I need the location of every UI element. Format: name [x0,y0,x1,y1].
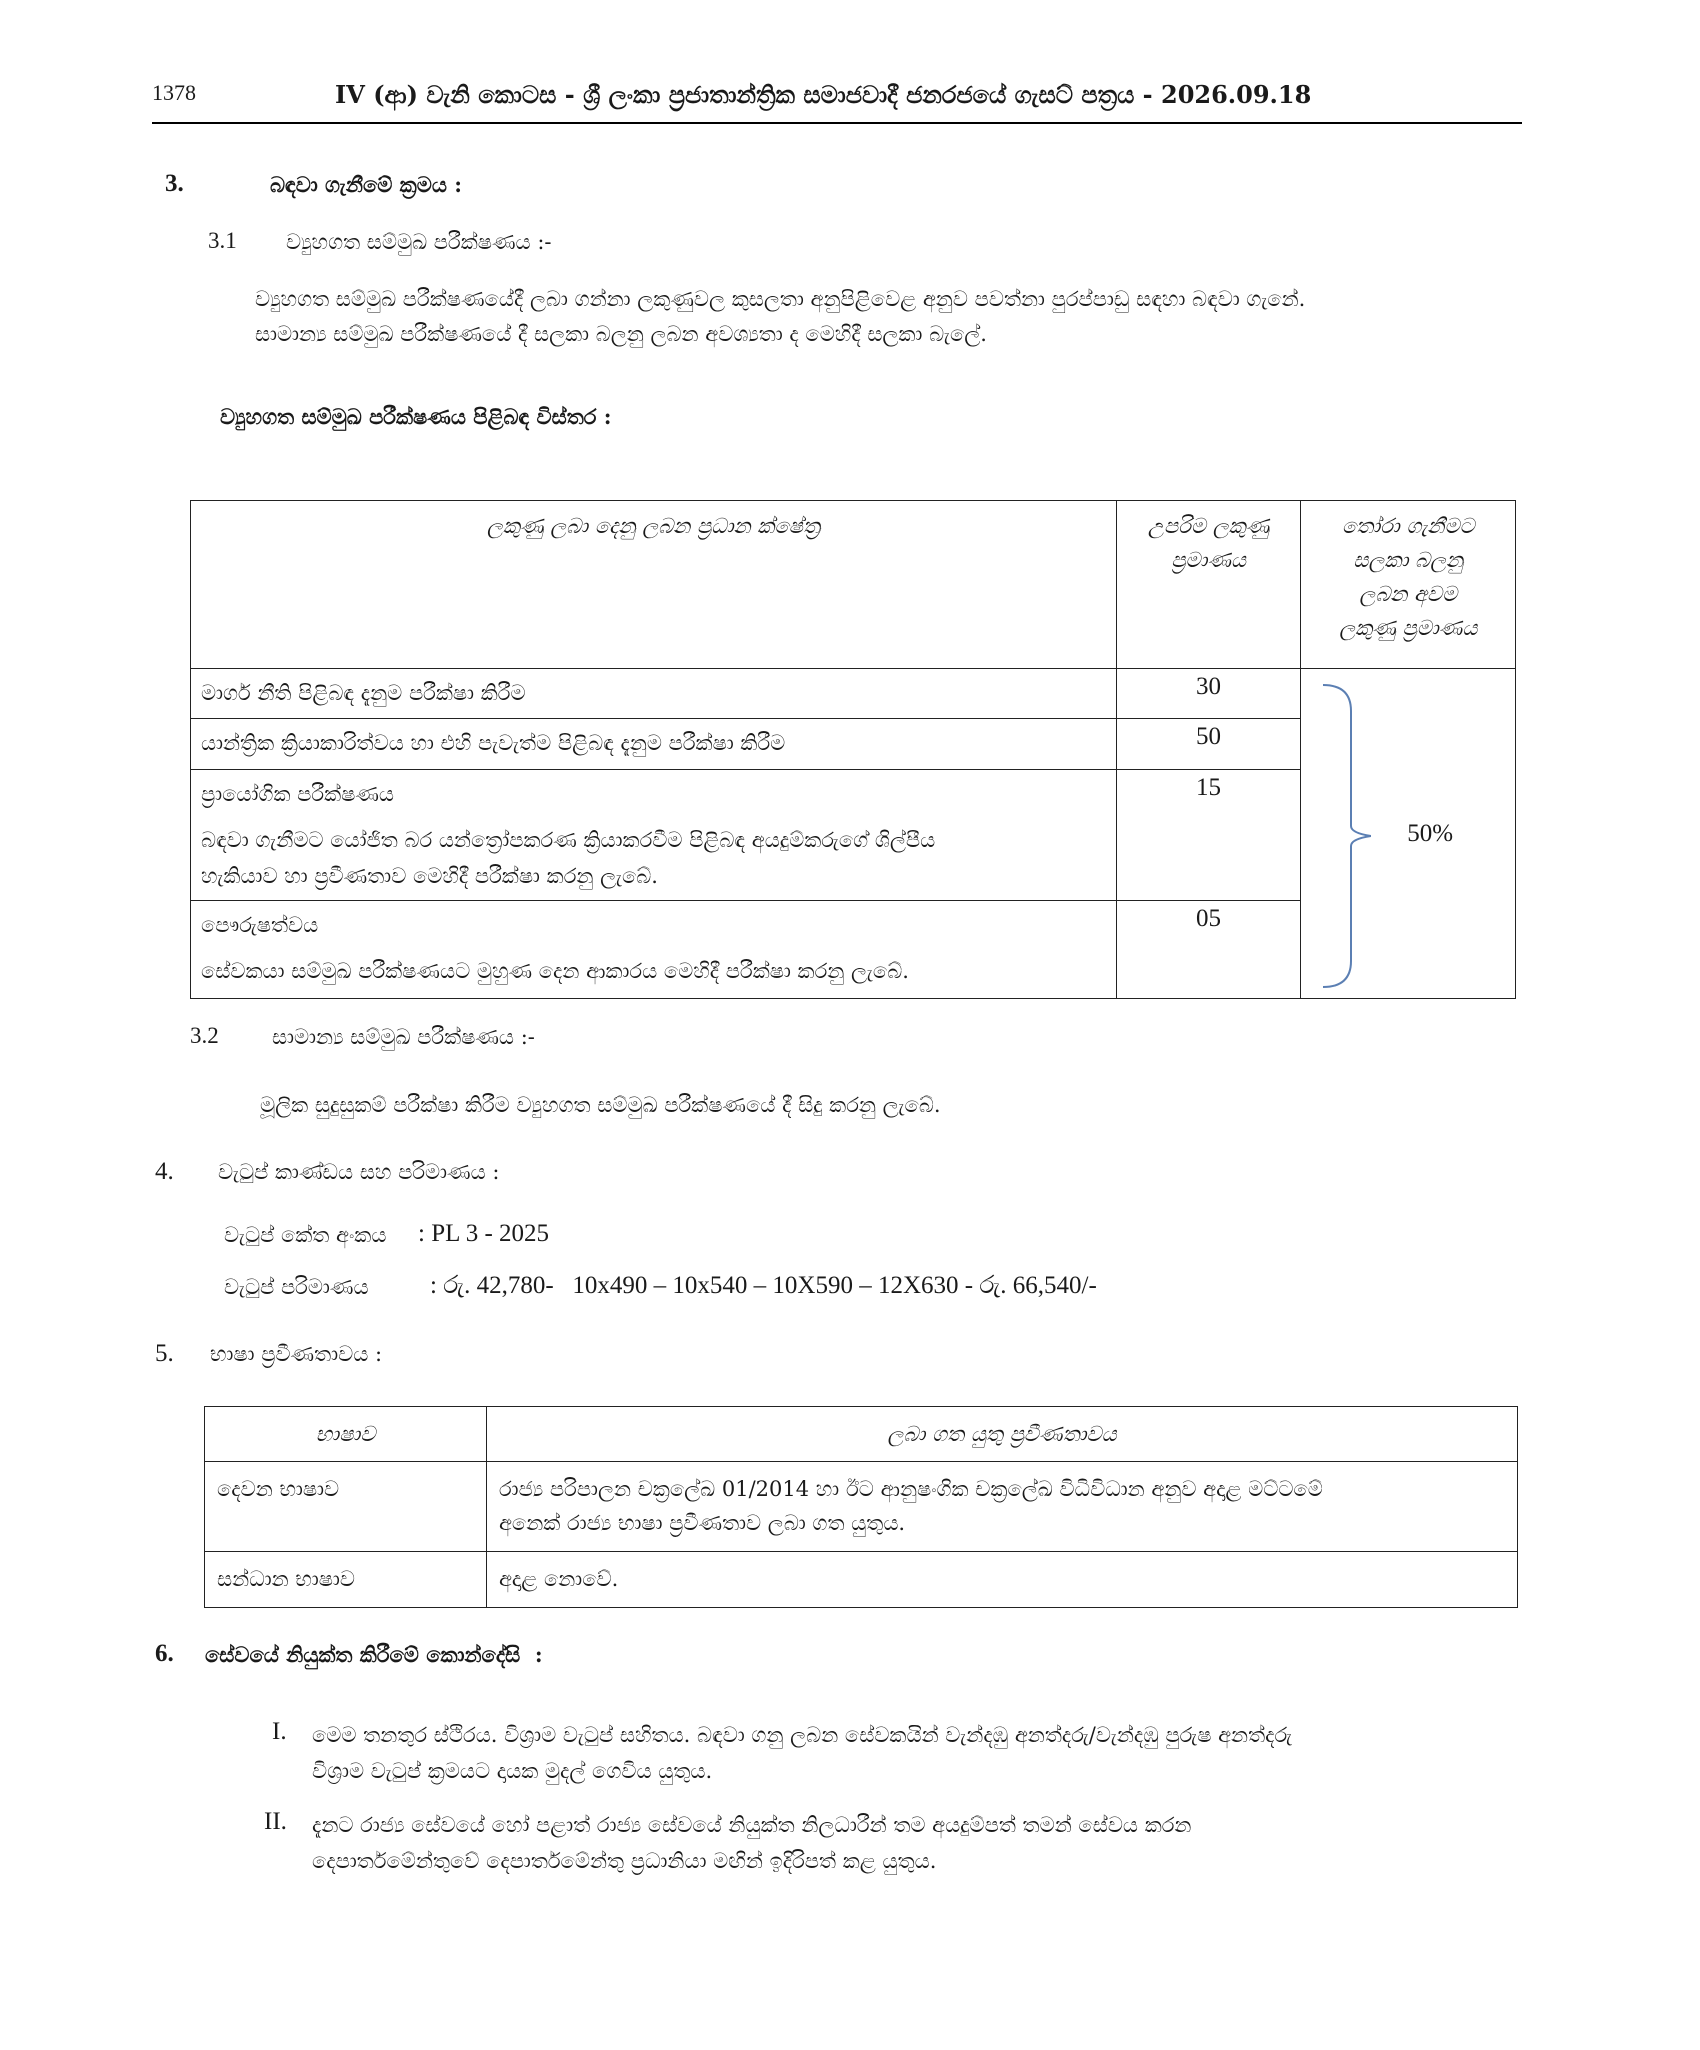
area-description-line1: සේවකයා සම්මුඛ පරීක්ෂණයට මුහුණ දෙන ආකාරය මෙහිදී පරීක්ෂා කරනු ලැබේ. [201,959,909,983]
table-row [191,669,1516,719]
min-marks-cell [1301,669,1516,999]
section-3-2-title: සාමාන්‍ය සම්මුඛ පරීක්ෂණය :- [272,1025,535,1049]
area-description-line2: හැකියාව හා ප්‍රවීණතාව මෙහිදී පරීක්ෂා කරනු ලැබේ. [201,864,658,888]
page-number: 1378 [152,80,196,105]
header-proficiency-text: ලබා ගත යුතු ප්‍රවීණතාවය [887,1422,1117,1446]
language-cell [205,1462,487,1552]
section-3-1-title: ව්‍යුහගත සම්මුඛ පරීක්ෂණය :- [286,230,552,254]
table-row [205,1552,1518,1608]
area-text: මාර්ග නීති පිළිබඳ දැනුම පරීක්ෂා කිරීම [201,681,526,705]
salary-scale-label: වැටුප් පරිමාණය [224,1275,369,1299]
section-5-title: භාෂා ප්‍රවීණතාවය : [210,1342,383,1366]
condition-2-line2: දෙපාර්තමේන්තුවේ දෙපාර්තමේන්තු ප්‍රධානියා මඟින් ඉදිරිපත් කළ යුතුය. [312,1849,937,1873]
condition-2-number: II. [264,1808,287,1835]
header-language-text: භාෂාව [315,1422,376,1446]
curly-brace-icon [1311,681,1371,991]
language-text: දෙවන භාෂාව [217,1477,340,1501]
salary-code-label: වැටුප් කේත අංකය [224,1223,387,1247]
marks-value: 05 [1196,905,1222,932]
section-6-title: සේවයේ නියුක්ත කිරීමේ කොන්දේසි : [205,1642,543,1667]
area-cell [191,669,1117,719]
header-rule [152,122,1522,124]
section-4-title: වැටුප් කාණ්ඩය සහ පරිමාණය : [218,1160,500,1184]
proficiency-text: අදාළ නොවේ. [499,1567,619,1591]
header-min-line2: සලකා බලනු [1353,548,1464,572]
marks-value: 30 [1196,673,1222,700]
header-min-line4: ලකුණු ප්‍රමාණය [1339,616,1478,640]
section-5-number: 5. [155,1340,174,1367]
header-cell-max-marks [1116,501,1301,669]
marks-cell [1116,770,1301,901]
header-max-line1: උපරිම ලකුණු [1147,514,1270,538]
table-header-row [191,501,1516,669]
section-3-2-number: 3.2 [190,1023,219,1048]
header-max-line2: ප්‍රමාණය [1171,548,1247,572]
area-text: ප්‍රායෝගික පරීක්ෂණය [201,782,395,806]
marks-value: 50 [1196,723,1222,750]
area-cell [191,901,1117,999]
condition-1-line2: විශ්‍රාම වැටුප් ක්‍රමයට දායක මුදල් ගෙවිය යුතුය. [312,1759,713,1783]
proficiency-cell [487,1552,1518,1608]
language-proficiency-table [204,1406,1518,1608]
marks-cell [1116,901,1301,999]
header-cell-proficiency [487,1407,1518,1462]
condition-1-line1: මෙම තනතුර ස්ථිරය. විශ්‍රාම වැටුප් සහිතය. බඳවා ගනු ලබන සේවකයින් වැන්දඹු අනත්දරු/වැන්දඹු පුරුෂ අනත්දරු [312,1723,1293,1747]
proficiency-line2: අනෙක් රාජ්‍ය භාෂා ප්‍රවීණතාව ලබා ගත යුතුය. [499,1511,906,1535]
marks-cell [1116,669,1301,719]
header-area-text: ලකුණු ලබා දෙනු ලබන ප්‍රධාන ක්ෂේත්‍ර [486,514,820,538]
area-text: යාන්ත්‍රික ක්‍රියාකාරිත්වය හා එහි පැවැත්ම පිළිබඳ දැනුම පරීක්ෂා කිරීම [201,731,786,755]
header-cell-min-marks [1301,501,1516,669]
header-min-line3: ලබන අවම [1359,582,1458,606]
language-cell [205,1552,487,1608]
salary-scale-value: : රු. 42,780- 10x490 – 10x540 – 10X590 – 12X630 - රු. 66,540/- [430,1272,1097,1299]
area-text: පෞරුෂත්වය [201,913,319,937]
marks-value: 15 [1196,774,1222,801]
table-header-row [205,1407,1518,1462]
section-3-1-number: 3.1 [208,228,237,253]
condition-1-number: I. [272,1718,287,1745]
area-cell [191,719,1117,770]
condition-2-line1: දැනට රාජ්‍ය සේවයේ හෝ පළාත් රාජ්‍ය සේවයේ නියුක්ත නිලධාරීන් තම අයදුම්පත් තමන් සේවය කරන [312,1813,1192,1837]
proficiency-line1: රාජ්‍ය පරිපාලන චක්‍රලේඛ 01/2014 හා ඊට ආනුෂංගික චක්‍රලේඛ විධිවිධාන අනුව අදාළ මට්ටමේ [499,1477,1323,1501]
section-3-title: බඳවා ගැනීමේ ක්‍රමය : [270,172,462,197]
running-head: IV (ආ) වැනි කොටස - ශ්‍රී ලංකා ප්‍රජාතාන්ත්‍රික සමාජවාදී ජනරජයේ ගැසට් පත්‍රය - 2026.09.18 [335,80,1312,109]
details-heading: ව්‍යුහගත සම්මුඛ පරීක්ෂණය පිළිබඳ විස්තර : [220,404,612,429]
table-row [205,1462,1518,1552]
section-3-1-paragraph-line1: ව්‍යුහගත සම්මුඛ පරීක්ෂණයේදී ලබා ගන්නා ලකුණුවල කුසලතා අනුපිළිවෙළ අනුව පවත්නා පුරප්පාඩු සඳහා බඳවා ගැනේ. [255,287,1306,311]
section-3-number: 3. [165,170,184,197]
min-marks-value: 50% [1407,819,1454,847]
section-3-2-paragraph: මූලික සුදුසුකම් පරීක්ෂා කිරීම ව්‍යුහගත සම්මුඛ පරීක්ෂණයේ දී සිදු කරනු ලැබේ. [260,1093,941,1117]
area-description-line1: බඳවා ගැනීමට යෝජිත බර යන්ත්‍රෝපකරණ ක්‍රියාකරවීම පිළිබඳ අයදුම්කරුගේ ශිල්පීය [201,828,936,852]
header-min-line1: තෝරා ගැනීමට [1341,514,1475,538]
marks-cell [1116,719,1301,770]
area-cell [191,770,1117,901]
proficiency-cell [487,1462,1518,1552]
section-3-1-paragraph-line2: සාමාන්‍ය සම්මුඛ පරීක්ෂණයේ දී සලකා බලනු ලබන අවශ්‍යතා ද මෙහිදී සලකා බැලේ. [255,322,987,346]
language-text: සන්ධාන භාෂාව [217,1567,356,1591]
header-cell-language [205,1407,487,1462]
interview-marks-table [190,500,1516,999]
salary-code-value: : PL 3 - 2025 [418,1220,550,1247]
section-4-number: 4. [155,1158,174,1185]
section-6-number: 6. [155,1640,174,1667]
header-cell-area [191,501,1117,669]
